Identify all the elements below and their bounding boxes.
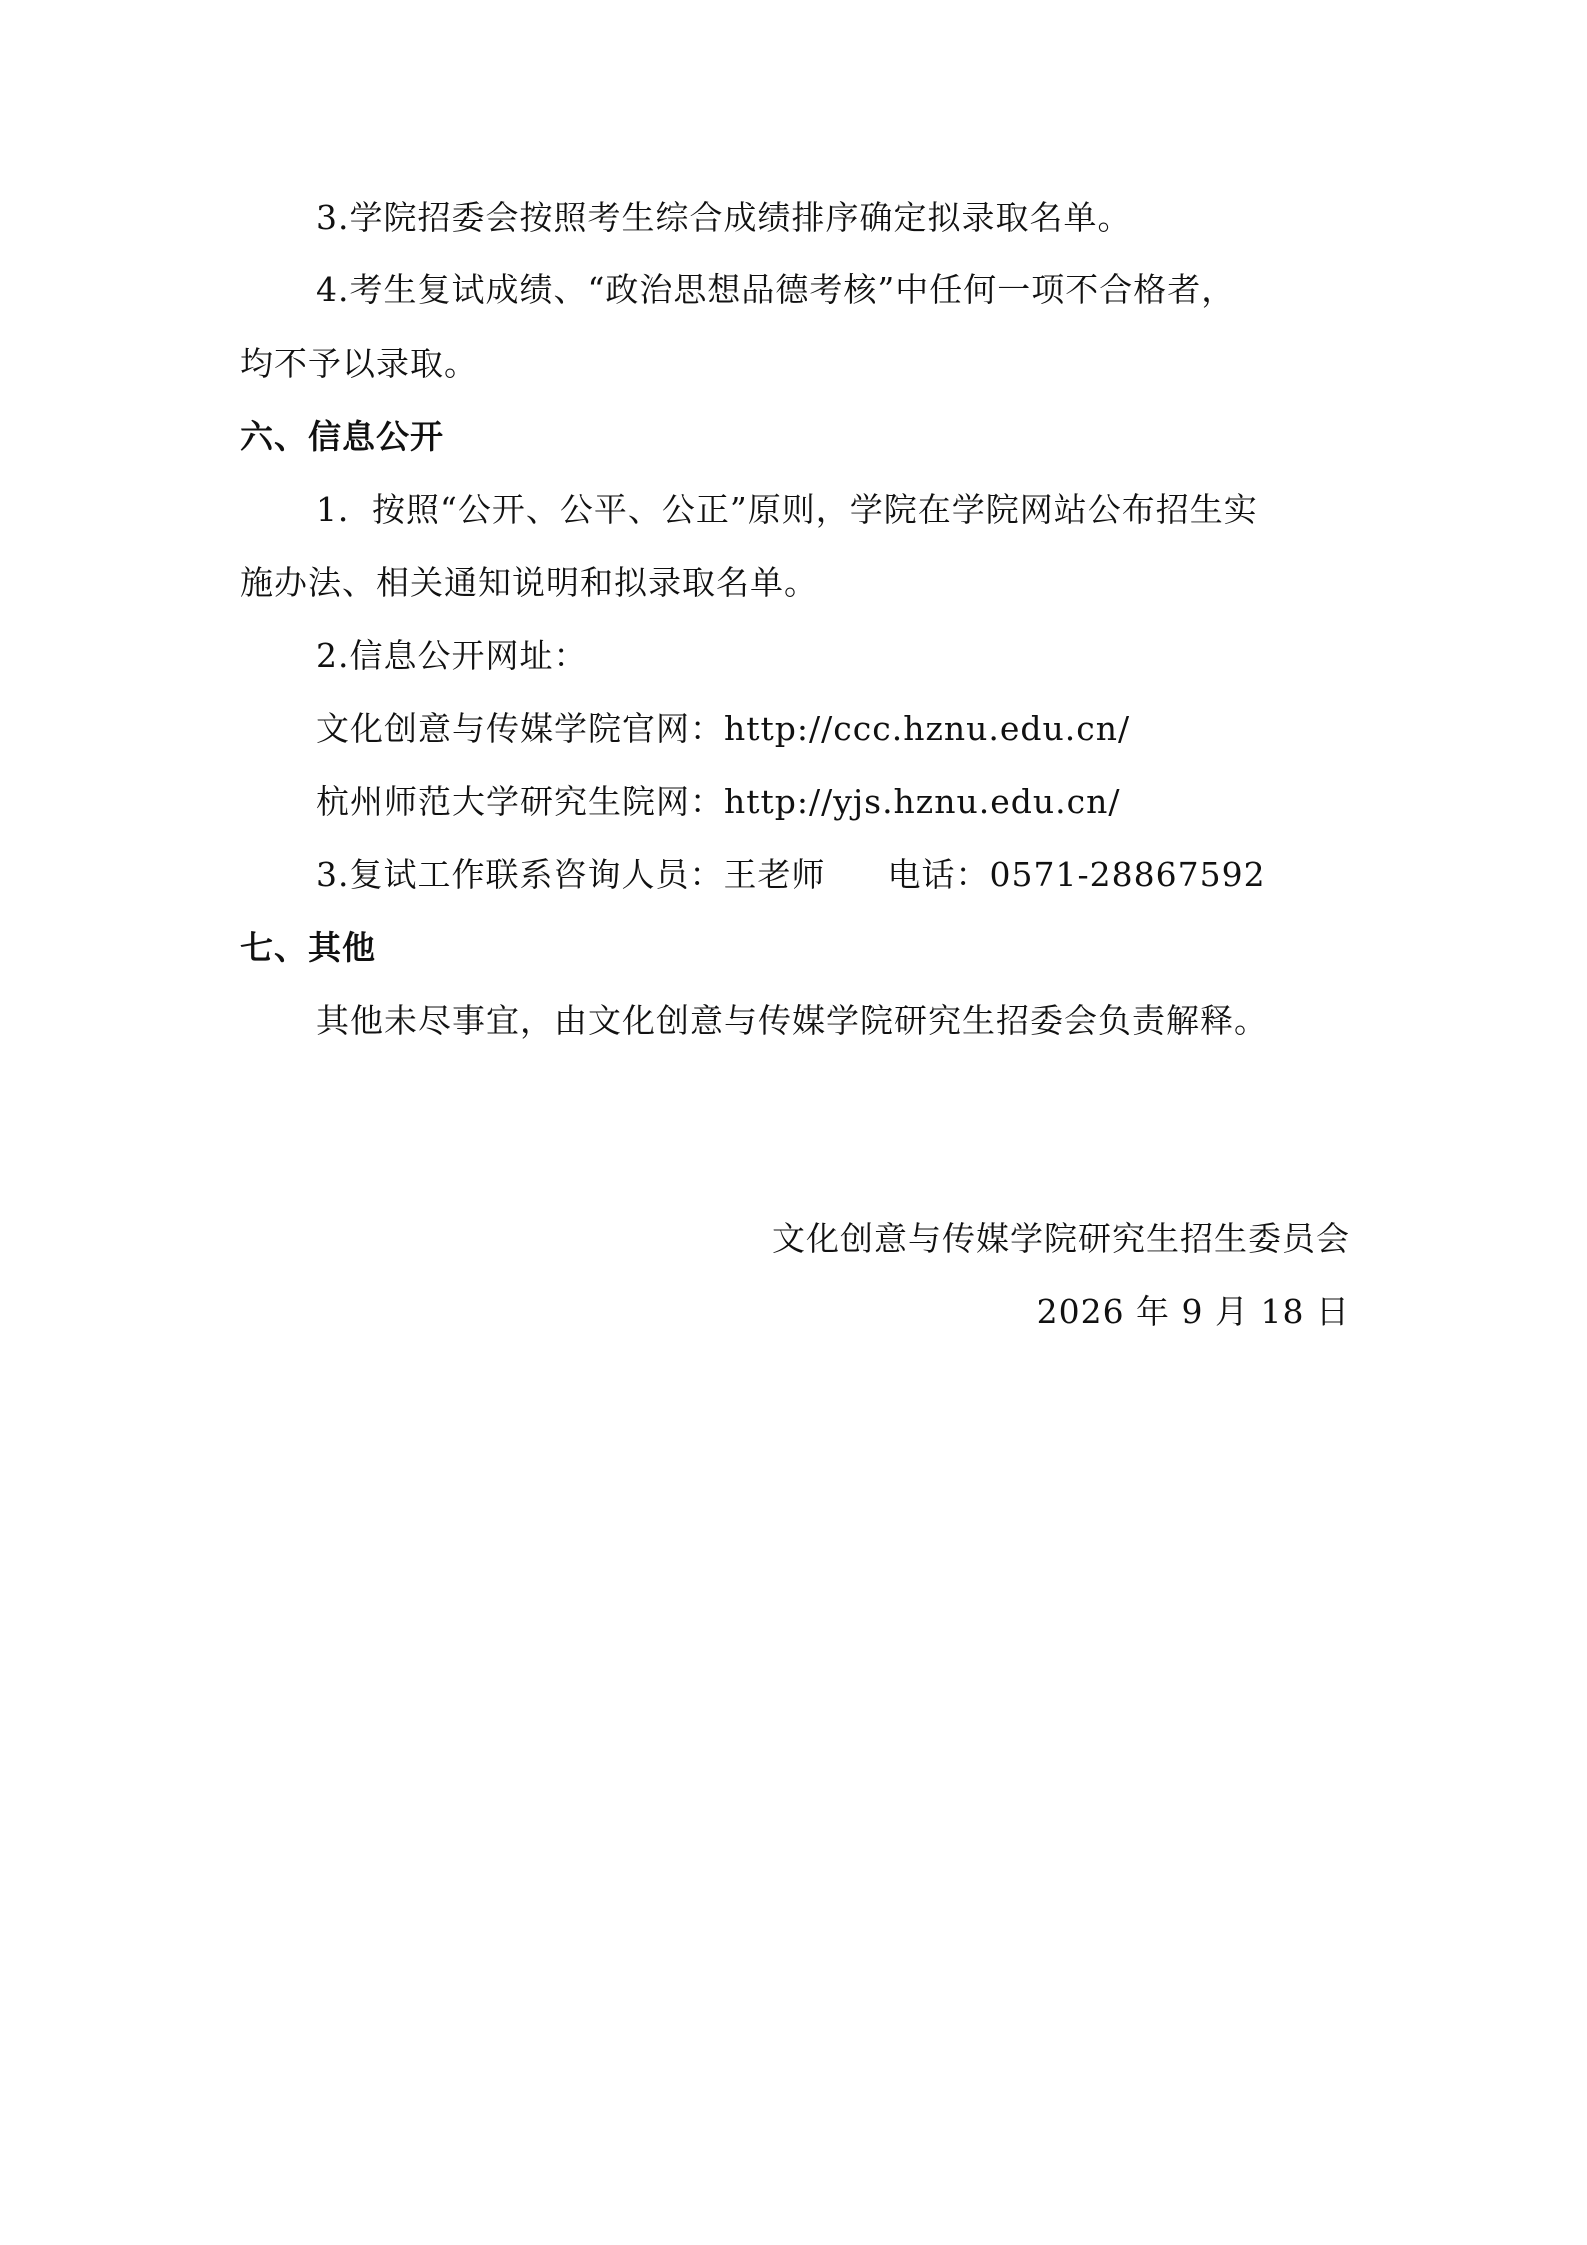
contact-phone: 电话：0571-28867592 [887, 855, 1266, 894]
website-college: 文化创意与传媒学院官网：http://ccc.hznu.edu.cn/ [316, 709, 1131, 748]
section-6-item-2-label: 2.信息公开网址： [316, 636, 588, 675]
website-graduate-school: 杭州师范大学研究生院网：http://yjs.hznu.edu.cn/ [316, 782, 1121, 821]
paragraph-item-4-line-1: 4.考生复试成绩、“政治思想品德考核”中任何一项不合格者， [316, 270, 1236, 309]
section-6-item-1-line-2: 施办法、相关通知说明和拟录取名单。 [240, 563, 818, 602]
paragraph-item-4-line-2: 均不予以录取。 [240, 344, 478, 383]
signature-organization: 文化创意与传媒学院研究生招生委员会 [772, 1219, 1350, 1258]
section-7-text: 其他未尽事宜，由文化创意与传媒学院研究生招委会负责解释。 [316, 1001, 1268, 1040]
section-7-heading: 七、其他 [240, 928, 376, 967]
signature-date: 2026 年 9 月 18 日 [1036, 1292, 1350, 1331]
paragraph-item-3: 3.学院招委会按照考生综合成绩排序确定拟录取名单。 [316, 198, 1132, 237]
section-6-heading: 六、信息公开 [240, 417, 444, 456]
contact-line [316, 855, 1266, 895]
section-6-item-1-line-1: 1．按照“公开、公平、公正”原则，学院在学院网站公布招生实 [316, 490, 1258, 529]
contact-person: 3.复试工作联系咨询人员：王老师 [316, 855, 826, 894]
